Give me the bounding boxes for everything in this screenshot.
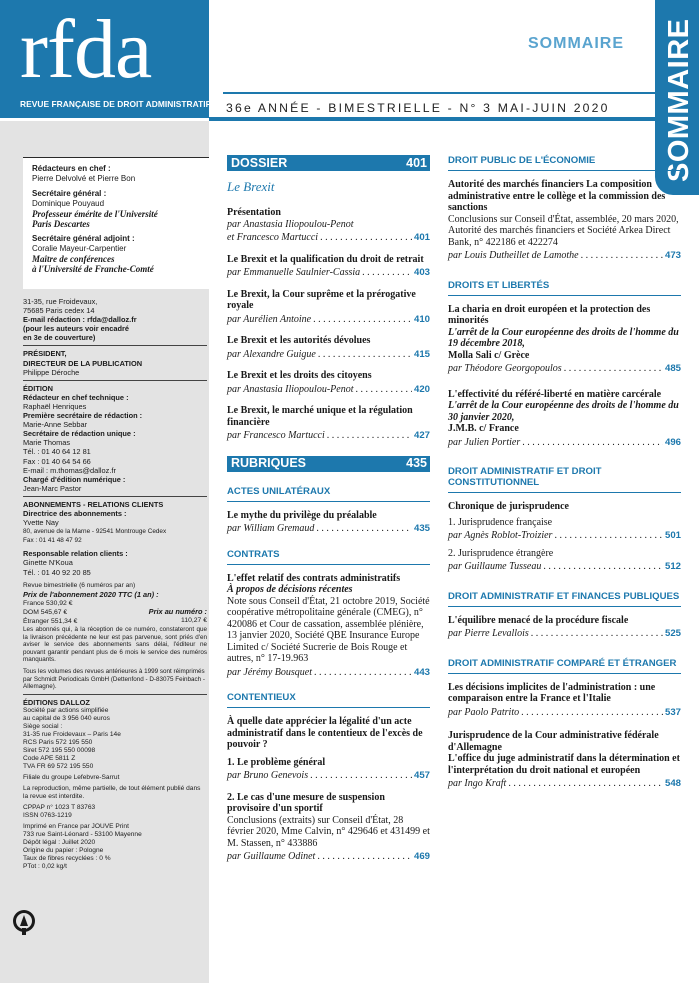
toc-entry-group — [448, 501, 681, 513]
middle-column — [227, 155, 430, 873]
price-france: France 530,92 € — [23, 599, 73, 607]
dalloz-line: TVA FR 69 572 195 550 — [23, 762, 94, 770]
price-dom: DOM 545,67 € — [23, 608, 68, 616]
entry-description: Conclusions (extraits) sur Conseil d'État, 28 février 2020, Mme Calvin, n° 429646 et 431499 et M. Stassen, n° 433886 — [227, 814, 430, 849]
entry-page: 415 — [413, 348, 430, 360]
header-rule-top — [223, 92, 694, 94]
entry-title: 1. Jurisprudence française — [448, 516, 553, 528]
dalloz-line: Société par actions simplifiée — [23, 706, 109, 714]
dossier-label: DOSSIER — [231, 155, 288, 170]
entry-page: 485 — [664, 363, 681, 374]
sommaire-side-label: SOMMAIRE — [663, 18, 695, 182]
entry-author: par Ingo Kraft — [448, 778, 507, 789]
price-block — [23, 599, 207, 626]
toc-entry[interactable] — [448, 615, 681, 640]
dalloz-line: RCS Paris 572 195 550 — [23, 738, 93, 746]
entry-page: 403 — [413, 267, 430, 278]
divider — [23, 694, 207, 695]
entry-author: et Francesco Martucci — [227, 232, 319, 243]
toc-entry[interactable] — [227, 207, 430, 244]
toc-entry[interactable] — [227, 370, 430, 395]
toc-entry[interactable] — [227, 335, 430, 360]
rfda-logo: rfda — [20, 3, 152, 96]
entry-title: Autorité des marchés financiers La composition administrative entre le collège et la commission des sanctions — [448, 179, 666, 213]
printer-line-1: Imprimé en France par JOUVE Print — [23, 822, 129, 830]
entry-title: Le Brexit, le marché unique et la régulation financière — [227, 405, 413, 428]
section-droit-compare: DROIT ADMINISTRATIF COMPARÉ ET ÉTRANGER — [448, 658, 681, 674]
entry-title: Le Brexit, la Cour suprême et la prérogative royale — [227, 288, 416, 311]
sommaire-heading: SOMMAIRE — [528, 35, 624, 52]
deputy-secretary-role: Maître de conférences — [32, 254, 115, 264]
entry-page: 548 — [664, 778, 681, 789]
entry-subtitle: L'arrêt de la Cour européenne des droits de l'homme du 30 janvier 2020, — [448, 400, 679, 423]
entry-subtitle: L'arrêt de la Cour européenne des droits de l'homme du 19 décembre 2018, — [448, 326, 679, 349]
entry-author: par Guillaume Odinet — [227, 851, 316, 862]
section-droit-public-economie: DROIT PUBLIC DE L'ÉCONOMIE — [448, 155, 681, 171]
entry-page: 457 — [413, 770, 430, 781]
entry-author: par Jérémy Bousquet — [227, 666, 312, 678]
entry-title: 1. Le problème général — [227, 756, 326, 768]
publisher-info — [23, 297, 207, 871]
subscription-price-title: Prix de l'abonnement 2020 TTC (1 an) : — [23, 589, 159, 599]
ptot: PTot : 0,02 kg/t — [23, 862, 67, 870]
editorial-email[interactable]: E-mail rédaction : rfda@dalloz.fr — [23, 315, 137, 325]
secretary-general-title: Secrétaire général : — [32, 189, 107, 198]
entry-title: 2. Jurisprudence étrangère — [448, 547, 554, 559]
entry-title: L'effectivité du référé-liberté en matière carcérale — [448, 388, 662, 400]
subscriptions-director-title: Directrice des abonnements : — [23, 508, 127, 518]
entry-author: par Bruno Genevois — [227, 770, 309, 781]
entry-author: par Francesco Martucci — [227, 430, 325, 441]
entry-title: La charia en droit européen et la protection des minorités — [448, 303, 651, 326]
divider — [23, 380, 207, 381]
rubriques-label: RUBRIQUES — [231, 456, 307, 470]
entry-author-line: par Anastasia Iliopoulou-Penot — [227, 218, 354, 230]
dalloz-heading: ÉDITIONS DALLOZ — [23, 697, 90, 707]
entry-author: par Agnès Roblot-Troizier — [448, 530, 553, 541]
section-contrats: CONTRATS — [227, 549, 430, 565]
entry-author: par Emmanuelle Saulnier-Cassia — [227, 267, 361, 278]
dalloz-line: au capital de 3 956 040 euros — [23, 714, 110, 722]
address-line-1: 31-35, rue Froidevaux, — [23, 297, 98, 306]
entry-author: par Pierre Levallois — [448, 628, 529, 639]
dossier-page: 401 — [406, 155, 427, 170]
toc-entry[interactable] — [227, 510, 430, 535]
entry-title: 2. Le cas d'une mesure de suspension provisoire d'un sportif — [227, 791, 385, 814]
entry-page: 443 — [413, 666, 430, 678]
toc-entry[interactable] — [448, 179, 681, 262]
dossier-header[interactable] — [227, 155, 430, 170]
subscribers-note: Les abonnés qui, à la réception de ce numéro, constateront que la livraison précédente ne leur est pas parvenue, sont priés d'en aviser le service des abonnements sans délai, l'éditeur ne pouvant garantir pendant plus de 6 mois le service des numéros manquants. — [23, 626, 207, 664]
deputy-secretary-university: à l'Université de Franche-Comté — [32, 264, 154, 274]
entry-page: 427 — [413, 430, 430, 441]
entry-author: par Anastasia Iliopoulou-Penot — [227, 383, 354, 395]
paper-origin: Origine du papier : Pologne — [23, 846, 104, 854]
entry-author: par Louis Dutheillet de Lamothe — [448, 250, 579, 261]
entry-author: par Alexandre Guigue — [227, 348, 316, 360]
subscriptions-fax: Fax : 01 41 48 47 92 — [23, 537, 82, 545]
entry-case: J.M.B. c/ France — [448, 423, 519, 434]
right-column — [448, 155, 681, 800]
toc-entry[interactable] — [227, 254, 430, 279]
chief-editors-title: Rédacteurs en chef : — [32, 164, 111, 173]
entry-page: 420 — [413, 383, 430, 395]
section-contentieux: CONTENTIEUX — [227, 692, 430, 708]
entry-page: 469 — [413, 851, 430, 862]
secretary-general-role: Professeur émérite de l'Université — [32, 209, 158, 219]
entry-author: par Théodore Georgopoulos — [448, 363, 562, 374]
price-per-issue-title: Prix au numéro : — [148, 606, 207, 616]
toc-entry[interactable] — [227, 573, 430, 679]
entry-title: À quelle date apprécier la légalité d'un acte administratif dans le contentieux de l'excès de pouvoir ? — [227, 716, 423, 750]
entry-title: Le Brexit et les droits des citoyens — [227, 370, 372, 381]
entry-author: par Julien Portier — [448, 436, 521, 448]
entry-title: Le Brexit et les autorités dévolues — [227, 335, 371, 346]
eco-paper-icon — [12, 908, 36, 936]
entry-title: Chronique de jurisprudence — [448, 501, 569, 512]
unique-secretary-name: Marie Thomas — [23, 438, 71, 448]
secretary-general-name: Dominique Pouyaud — [32, 199, 105, 208]
entry-page: 525 — [664, 628, 681, 639]
entry-page: 401 — [413, 232, 430, 243]
unique-secretary-title: Secrétaire de rédaction unique : — [23, 429, 136, 439]
chief-editors-names: Pierre Delvolvé et Pierre Bon — [32, 174, 136, 183]
entry-subtitle: L'office du juge administratif dans la détermination et l'interprétation du droit national et européen — [448, 753, 680, 776]
entry-author: par Aurélien Antoine — [227, 313, 312, 325]
toc-entry[interactable] — [227, 405, 430, 442]
first-secretary-title: Première secrétaire de rédaction : — [23, 411, 143, 421]
cppap: CPPAP n° 1023 T 83763 — [23, 803, 96, 811]
fax: Fax : 01 40 64 54 66 — [23, 456, 91, 466]
phone: Tél. : 01 40 64 12 81 — [23, 447, 91, 457]
toc-entry[interactable] — [227, 757, 430, 782]
entry-page: 435 — [413, 523, 430, 534]
toc-entry[interactable] — [227, 792, 430, 863]
entry-page: 512 — [664, 561, 681, 572]
toc-entry[interactable] — [448, 304, 681, 375]
entry-author: par Guillaume Tusseau — [448, 561, 542, 572]
deputy-secretary-title: Secrétaire général adjoint : — [32, 234, 135, 243]
entry-title: Le Brexit et la qualification du droit de retrait — [227, 253, 424, 265]
entry-subtitle: À propos de décisions récentes — [227, 584, 353, 595]
dalloz-line: Code APE 5811 Z — [23, 754, 76, 762]
secretary-general-university: Paris Descartes — [32, 219, 90, 229]
technical-editor-name: Raphaël Henriques — [23, 401, 87, 411]
price-per-issue: 110,27 € — [181, 616, 207, 624]
deputy-secretary-name: Coralie Mayeur-Carpentier — [32, 244, 127, 253]
edition-heading: ÉDITION — [23, 383, 53, 393]
rubriques-page: 435 — [406, 456, 427, 470]
issue-line: 36e ANNÉE - BIMESTRIELLE - N° 3 MAI-JUIN 2020 — [226, 101, 610, 115]
dalloz-details — [23, 707, 207, 871]
entry-page: 473 — [664, 250, 681, 261]
toc-entry[interactable] — [448, 548, 681, 573]
divider — [23, 345, 207, 346]
entry-author: par William Gremaud — [227, 523, 315, 534]
entry-title: Jurisprudence de la Cour administrative fédérale d'Allemagne — [448, 730, 659, 753]
secretary-email[interactable]: E-mail : m.thomas@dalloz.fr — [23, 465, 116, 475]
digital-editor-name: Jean-Marc Pastor — [23, 483, 82, 493]
entry-title: Présentation — [227, 207, 281, 218]
client-relations-title: Responsable relation clients : — [23, 549, 128, 559]
dalloz-line: Siret 572 195 550 00098 — [23, 746, 96, 754]
entry-title: Les décisions implicites de l'administration : une comparaison entre la France et l'Italie — [448, 681, 656, 704]
entry-page: 496 — [664, 436, 681, 448]
director-title: DIRECTEUR DE LA PUBLICATION — [23, 358, 143, 368]
journal-subtitle: REVUE FRANÇAISE DE DROIT ADMINISTRATIF — [20, 99, 211, 109]
entry-title: Le mythe du privilège du préalable — [227, 509, 377, 521]
subscriptions-heading: ABONNEMENTS - RELATIONS CLIENTS — [23, 499, 164, 509]
divider — [23, 496, 207, 497]
bimestrial-note: Revue bimestrielle (6 numéros par an) — [23, 581, 136, 589]
issn: ISSN 0763-1219 — [23, 811, 72, 819]
entry-page: 537 — [664, 706, 681, 718]
header-rule-bottom — [209, 117, 699, 121]
technical-editor-title: Rédacteur en chef technique : — [23, 392, 129, 402]
toc-entry[interactable] — [448, 389, 681, 449]
first-secretary-name: Marie-Anne Sebbar — [23, 420, 88, 430]
toc-entry[interactable] — [448, 682, 681, 719]
email-note-2: en 3e de couverture) — [23, 333, 96, 343]
toc-entry[interactable] — [448, 517, 681, 542]
section-droits-libertes: DROITS ET LIBERTÉS — [448, 280, 681, 296]
client-relations-phone: Tél. : 01 40 92 20 85 — [23, 567, 91, 577]
entry-page: 410 — [413, 313, 430, 325]
president-title: PRÉSIDENT, — [23, 349, 67, 359]
reproduction-note: La reproduction, même partielle, de tout élément publié dans la revue est interdite. — [23, 784, 201, 800]
address-line-2: 75685 Paris cedex 14 — [23, 306, 95, 316]
entry-title: L'effet relatif des contrats administratifs — [227, 572, 401, 584]
email-note-1: (pour les auteurs voir encadré — [23, 324, 129, 334]
price-foreign: Étranger 551,34 € — [23, 618, 78, 625]
entry-description: Note sous Conseil d'État, 21 octobre 2019, Société coopérative métropolitaine générale (CMEG), n° 420086 et Cour de cassation, assemblée plénière, 13 janvier 2020, Société QBE Insurance Europe Limited c/ Société Sucrerie de Bois Rouge et autres, n° 17-19.963 — [227, 595, 430, 664]
section-droit-constitutionnel: DROIT ADMINISTRATIF ET DROIT CONSTITUTIONNEL — [448, 466, 681, 493]
subscriptions-address: 80, avenue de la Marne - 92541 Montrouge Cedex — [23, 528, 167, 536]
section-actes-unilateraux: ACTES UNILATÉRAUX — [227, 486, 430, 502]
dalloz-line: Siège social : — [23, 722, 63, 730]
toc-entry-group — [227, 716, 430, 751]
toc-entry[interactable] — [227, 289, 430, 326]
digital-editor-title: Chargé d'édition numérique : — [23, 474, 126, 484]
dossier-title: Le Brexit — [227, 179, 275, 194]
section-finances-publiques: DROIT ADMINISTRATIF ET FINANCES PUBLIQUES — [448, 591, 681, 607]
entry-title: L'équilibre menacé de la procédure fiscale — [448, 614, 629, 626]
toc-entry[interactable] — [448, 730, 681, 790]
client-relations-name: Ginette N'Koua — [23, 558, 73, 568]
dalloz-line: 31-35 rue Froidevaux – Paris 14e — [23, 730, 121, 738]
group-line: Filiale du groupe Lefebvre-Sarrut — [23, 773, 120, 781]
rubriques-header[interactable] — [227, 456, 430, 471]
masthead-logo-block — [0, 0, 209, 118]
entry-page: 501 — [664, 530, 681, 541]
president-name: Philippe Déroche — [23, 367, 80, 377]
entry-description: Conclusions sur Conseil d'État, assemblée, 20 mars 2020, Autorité des marchés financiers et Société Arkea Direct Bank, n° 422186 et 422274 — [448, 213, 679, 248]
entry-author: par Paolo Patrito — [448, 706, 520, 718]
printer-line-2: 733 rue Saint-Léonard - 53100 Mayenne — [23, 830, 142, 838]
reprint-note: Tous les volumes des revues antérieures à 1999 sont réimprimés par Schmidt Periodicals GmbH (Dettenfond - D-83075 Feinbach - Allemagne). — [23, 668, 205, 691]
editors-box — [23, 157, 209, 289]
legal-deposit: Dépôt légal : Juillet 2020 — [23, 838, 96, 846]
entry-case: Molla Sali c/ Grèce — [448, 349, 530, 361]
subscriptions-director-name: Yvette Nay — [23, 518, 59, 528]
recycled-fibres: Taux de fibres recyclées : 0 % — [23, 854, 111, 862]
